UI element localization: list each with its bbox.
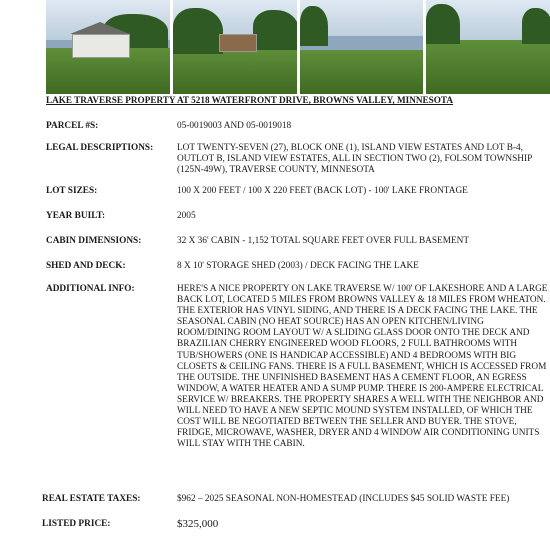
cabin-exterior-photo bbox=[46, 0, 170, 94]
additional-info-value: HERE'S A NICE PROPERTY ON LAKE TRAVERSE W/ 100' OF LAKESHORE AND A LARGE BACK LOT, LOCATED 5 MILES FROM BROWNS VALLEY & 18 MILES FROM WHEATON. THE EXTERIOR HAS VINYL SIDING, AND THERE IS A DECK FACING THE LAKE. THE SEASONAL CABIN (NO HEAT SOURCE) HAS AN OPEN KITCHEN/LIVING ROOM/DINING ROOM LAYOUT W/ A SLIDING GLASS DOOR ONTO THE DECK AND BRAZILIAN CHERRY ENGINEERED WOOD FLOORS, 2 FULL BATHROOMS WITH TUB/SHOWERS (ONE IS HANDICAP ACCESSIBLE) AND 4 BEDROOMS WITH BIG CLOSETS & CEILING FANS. THERE IS A FULL BASEMENT, WHICH IS ACCESSED FROM THE OUTSIDE. THE UNFINISHED BASEMENT HAS A CEMENT FLOOR, AN EGRESS WINDOW, A WATER HEATER AND A SUMP PUMP. THERE IS 200-AMPERE ELECTRICAL SERVICE W/ BREAKERS. THE PROPERTY SHARES A WELL WITH THE NEIGHBOR AND WILL NEED TO HAVE A NEW SEPTIC MOUND SYSTEM INSTALLED, OF WHICH THE COST WILL BE NEGOTIATED BETWEEN THE SELLER AND BUYER. THE STOVE, FRIDGE, MICROWAVE, WASHER, DRYER AND 4 WINDOW AIR CONDITIONING UNITS WILL STAY WITH THE CABIN. bbox=[177, 284, 548, 450]
cabin-dimensions-value: 32 X 36' CABIN - 1,152 TOTAL SQUARE FEET OVER FULL BASEMENT bbox=[177, 236, 470, 246]
real-estate-taxes-label: REAL ESTATE TAXES: bbox=[42, 494, 141, 504]
back-lot-photo bbox=[426, 0, 550, 94]
legal-description-label: LEGAL DESCRIPTIONS: bbox=[46, 143, 154, 153]
legal-description-value: LOT TWENTY-SEVEN (27), BLOCK ONE (1), ISLAND VIEW ESTATES AND LOT B-4, OUTLOT B, ISLAND VIEW ESTATES, ALL IN SECTION TWO (2), FOLSOM TOWNSHIP (125N-49W), TRAVERSE COUNTY, MINNESOTA bbox=[177, 143, 532, 176]
additional-info-label: ADDITIONAL INFO: bbox=[46, 284, 135, 294]
lot-sizes-value: 100 X 200 FEET / 100 X 220 FEET (BACK LOT) - 100' LAKE FRONTAGE bbox=[177, 186, 468, 196]
cabin-dimensions-label: CABIN DIMENSIONS: bbox=[46, 236, 142, 246]
shed-deck-label: SHED AND DECK: bbox=[46, 261, 126, 271]
backyard-photo bbox=[173, 0, 297, 94]
year-built-label: YEAR BUILT: bbox=[46, 211, 106, 221]
listed-price-label: LISTED PRICE: bbox=[42, 519, 111, 529]
photo-strip bbox=[46, 0, 550, 94]
real-estate-taxes-value: $962 – 2025 SEASONAL NON-HOMESTEAD (INCLUDES $45 SOLID WASTE FEE) bbox=[177, 494, 510, 504]
shed-deck-value: 8 X 10' STORAGE SHED (2003) / DECK FACING THE LAKE bbox=[177, 261, 419, 271]
lot-sizes-label: LOT SIZES: bbox=[46, 186, 98, 196]
document-heading: LAKE TRAVERSE PROPERTY AT 5218 WATERFRONT DRIVE, BROWNS VALLEY, MINNESOTA bbox=[46, 95, 453, 105]
parcel-label: PARCEL #S: bbox=[46, 121, 99, 131]
parcel-value: 05-0019003 AND 05-0019018 bbox=[177, 121, 292, 131]
year-built-value: 2005 bbox=[177, 211, 196, 221]
listed-price-value: $325,000 bbox=[177, 518, 219, 530]
lakefront-photo bbox=[300, 0, 424, 94]
